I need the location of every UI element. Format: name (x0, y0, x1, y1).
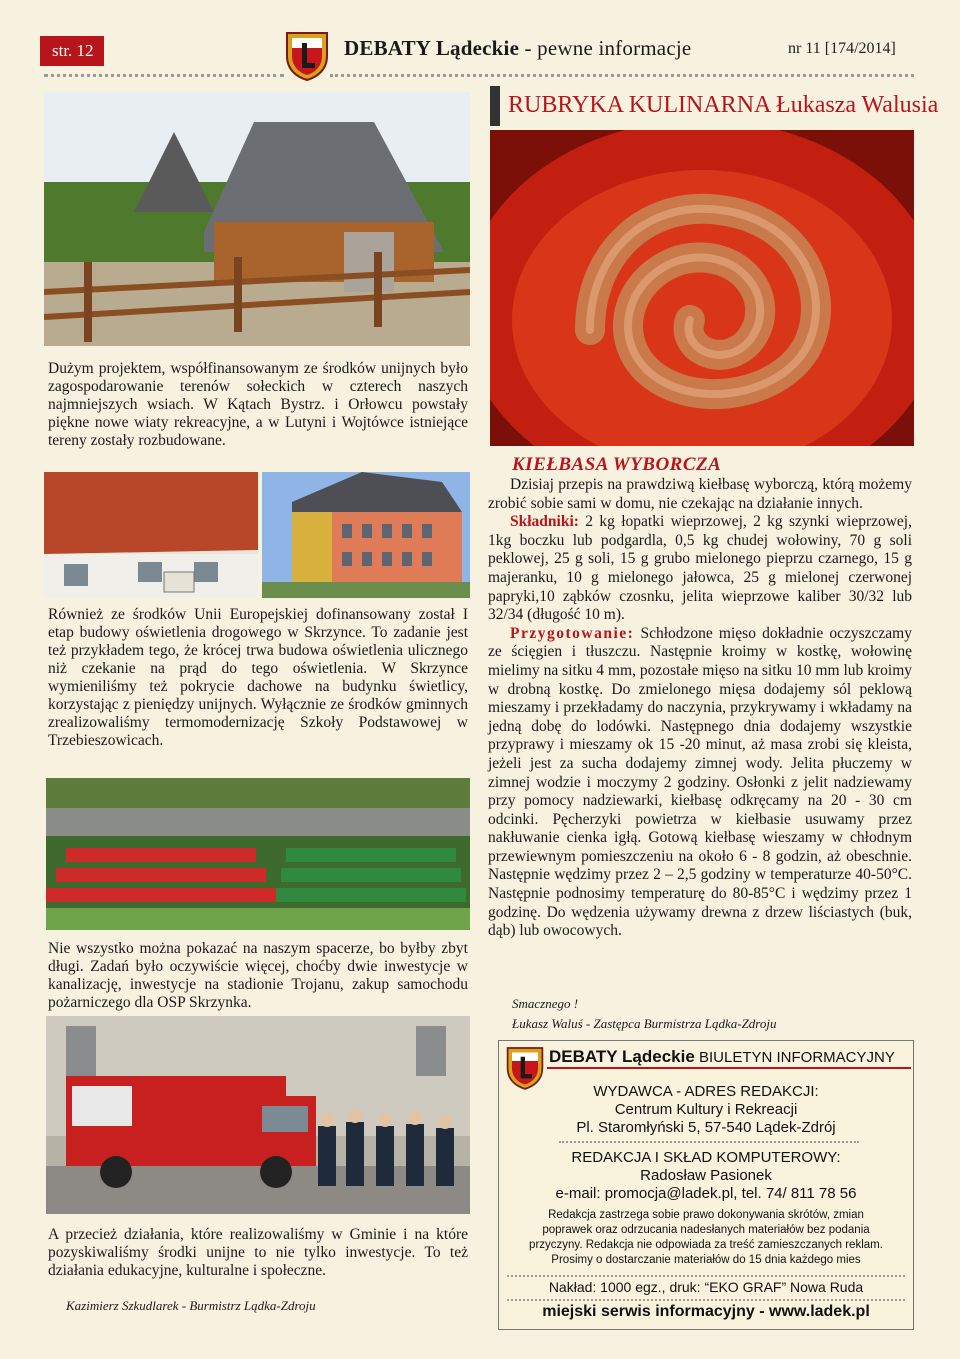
photo-recreation-shelter (44, 92, 470, 346)
preparation-text: Schłodzone mięso dokładnie oczyszczamy ze ścięgien i tłuszczu. Następnie kroimy w kostkę, wołowinę mielimy na sitku 4 mm, pozostałe mięso na sitku 10 mm lub kroimy w drobną kostkę. Do zmielonego mięsa dodajemy sól peklową mieszamy i przekładamy do naczynia, przykrywamy i wkładamy na jedną dobę do lodówki. Następnego dnia dodajemy wszystkie przyprawy i mieszamy ok 15 -20 minut, aż masa zrobi się kleista, jeżeli jest za sucha dodajemy zimnej wody. Jelita płuczemy w zimnej wodzie i moczymy 2 godziny. Osłonki z jelit nadziewamy przy pomocy nadziewarki, kiełbasę odkręcamy na 20 - 30 cm odcinki. Pęcherzyki powietrza w kiełbasie usuwamy przez nakłuwanie cienka igłą. Gotową kiełbasę wieszamy w chłodnym przewiewnym pomieszczeniu na około 6 - 8 godzin, aż obeschnie. Następnie wędzimy przez 2 – 2,5 godziny w temperaturze 40-50°C. Następnie podnosimy temperaturę do 80-85°C i wędzimy przez 1 godzinę. Do wędzenia używamy drewna z drzew liściastych (buk, dąb) lub owocowych. (488, 624, 912, 940)
photo-red-roof-building (44, 472, 258, 598)
infobox-title-bold: DEBATY Lądeckie (549, 1047, 695, 1066)
ingredients-text: 2 kg łopatki wieprzowej, 2 kg szynki wieprzowej, 1kg boczku lub podgardla, 0,5 kg chudej wołowiny, 70 g soli peklowej, 25 g soli, 15 g grubo mielonego pieprzu czarnego, 15 g majeranku, 10 g mielonego jałowca, 25 g mielonej czerwonej papryki,10 ząbków czosnku, jelita wieprzowe kaliber 30/32 lub 32/34 (długość 10 m). (488, 513, 912, 624)
editorial-note-line-2: poprawek oraz odrzucania nadesłanych materiałów bez podania (542, 1224, 870, 1236)
header-divider-right (330, 74, 914, 77)
preparation-label: Przygotowanie: (510, 624, 635, 642)
infobox-title (549, 1047, 895, 1067)
infobox-title-rule (547, 1067, 911, 1069)
recipe-author: Łukasz Waluś - Zastępca Burmistrza Lądka-Zdroju (512, 1016, 777, 1031)
header-title-rest: - pewne informacje (519, 36, 692, 60)
recipe-closing: Smacznego ! (512, 996, 579, 1011)
paragraph-village-projects: Dużym projektem, współfinansowanym ze środków unijnych było zagospodarowanie terenów sołeckich w czterech naszych najmniejszych wsiach. W Kątach Bystrz. i Orłowcu powstały piękne nowe wiaty rekreacyjne, a w Lutyni i Wojtówce istniejące tereny zostały rozbudowane. (48, 360, 468, 449)
infobox-divider-3 (507, 1299, 905, 1301)
publisher-label: WYDAWCA - ADRES REDAKCJI: (593, 1083, 819, 1100)
paragraph-other-activities: A przecież działania, które realizowaliśmy w Gminie i na które pozyskiwaliśmy środki unijne to nie tylko inwestycje. To też działania edukacyjne, kulturalne i społeczne. (48, 1226, 468, 1279)
infobox-divider-1 (559, 1141, 859, 1143)
paragraph-other-investments: Nie wszystko można pokazać na naszym spacerze, bo byłby zbyt długi. Zadań było oczywiście więcej, choćby dwie inwestycje w kanalizację, inwestycje na stadionie Trojanu, zakup samochodu pożarniczego dla OSP Skrzynka. (48, 940, 468, 1011)
newsletter-header-title (344, 36, 691, 61)
infobox-divider-2 (507, 1275, 905, 1277)
website-line: miejski serwis informacyjny - www.ladek.pl (542, 1303, 870, 1320)
issue-number: nr 11 [174/2014] (788, 40, 896, 57)
publisher-name: Centrum Kultury i Rekreacji (614, 1101, 798, 1118)
rubric-marker (490, 86, 500, 126)
editorial-note-line-1: Redakcja zastrzega sobie prawo dokonywania skrótów, zmian (548, 1209, 864, 1221)
header-divider-left (44, 74, 284, 77)
recipe-ingredients (488, 513, 912, 625)
paragraph-eu-funded-lighting: Również ze środków Unii Europejskiej dofinansowany został I etap budowy oświetlenia drogowego w Skrzynce. To zadanie jest też przykładem tego, że krócej trwa budowa oświetlenia ulicznego niż czekanie na prąd do tego oświetlenia. W Skrzynce wymieniliśmy też pokrycie dachowe na budynku świetlicy, korzystając z pieniędzy unijnych. Wyłącznie ze środków gminnych zrealizowaliśmy termomodernizację Szkoły Podstawowej w Trzebieszowicach. (48, 606, 468, 749)
rubric-title: RUBRYKA KULINARNA Łukasza Walusia (508, 92, 939, 118)
editing-label: REDAKCJA I SKŁAD KOMPUTEROWY: (571, 1149, 841, 1166)
recipe-body (488, 476, 912, 941)
publisher-address: Pl. Staromłyński 5, 57-540 Lądek-Zdrój (576, 1119, 836, 1136)
photo-stadium-stands (46, 778, 470, 930)
infobox-title-rest: BIULETYN INFORMACYJNY (694, 1049, 895, 1066)
mayor-signature: Kazimierz Szkudlarek - Burmistrz Lądka-Zdroju (66, 1298, 316, 1313)
editorial-note-line-3: przyczyny. Redakcja nie odpowiada za treść zamieszczanych reklam. (529, 1239, 883, 1251)
editorial-contact: e-mail: promocja@ladek.pl, tel. 74/ 811 78 56 (555, 1185, 857, 1202)
ingredients-label: Składniki: (510, 513, 579, 531)
page-number: str. 12 (40, 36, 104, 66)
ladek-logo (284, 30, 330, 82)
publisher-info-box (498, 1040, 914, 1330)
recipe-intro: Dzisiaj przepis na prawdziwą kiełbasę wyborczą, którą możemy zrobić sobie sami w domu, nie czekając na działanie innych. (488, 476, 912, 512)
circulation-print: Nakład: 1000 egz., druk: “EKO GRAF” Nowa Ruda (548, 1279, 864, 1295)
recipe-preparation (488, 625, 912, 941)
editorial-note-line-4: Prosimy o dostarczanie materiałów do 15 dnia każdego mies (551, 1254, 861, 1266)
header-title-bold: DEBATY Lądeckie (344, 36, 520, 60)
editor-name: Radosław Pasionek (640, 1167, 772, 1184)
photo-sausage (490, 130, 914, 446)
recipe-title: KIEŁBASA WYBORCZA (512, 454, 722, 475)
photo-fire-truck (46, 1016, 470, 1214)
photo-school-building (262, 472, 470, 598)
